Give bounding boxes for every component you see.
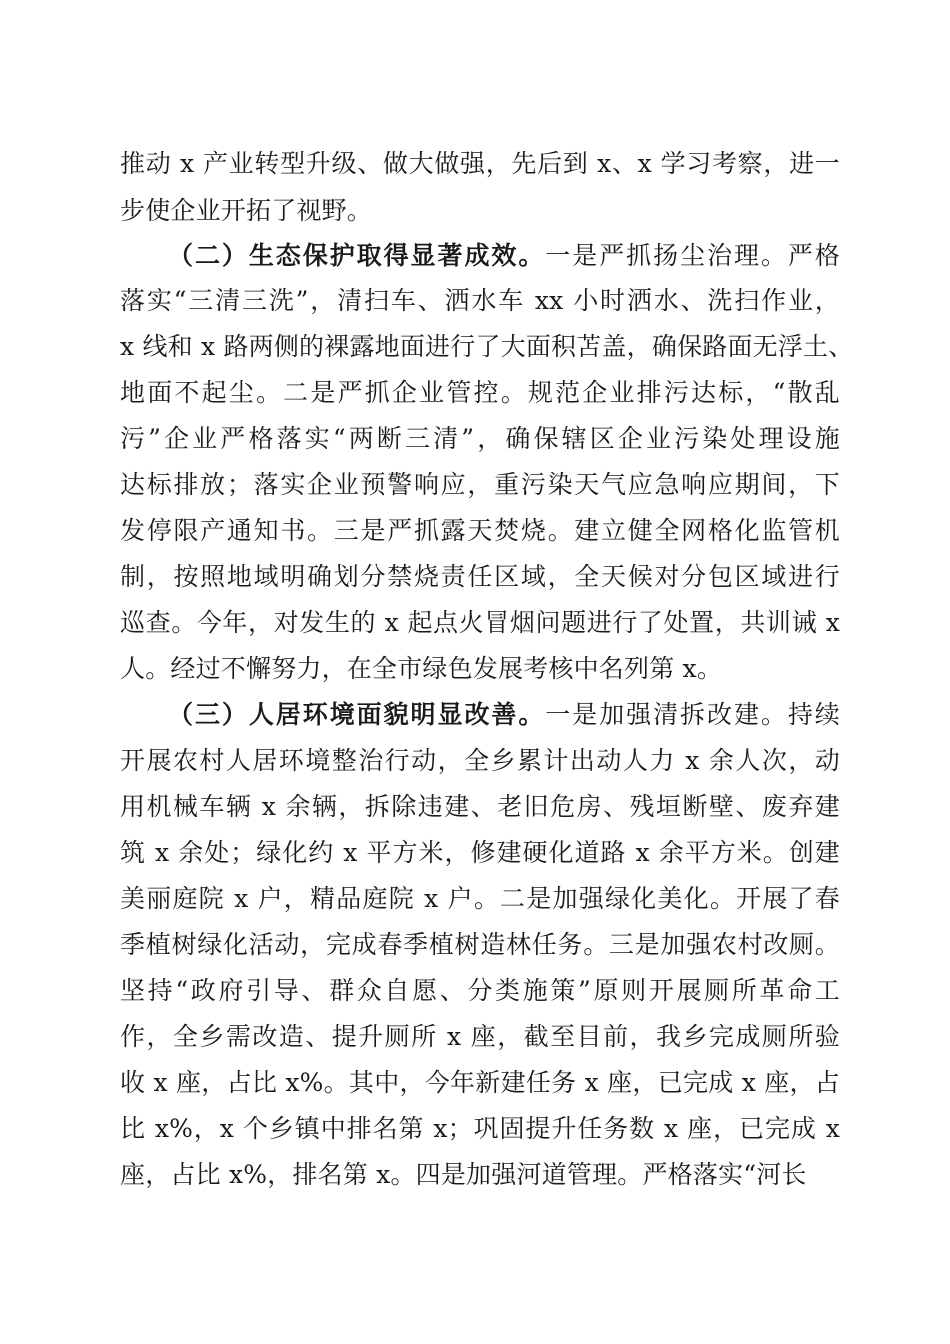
- paragraph-3-line-5: 美丽庭院 x 户，精品庭院 x 户。二是加强绿化美化。开展了春: [120, 884, 840, 913]
- paragraph-3-line-7: 坚持“政府引导、群众自愿、分类施策”原则开展厕所革命工: [120, 976, 840, 1005]
- paragraph-2-line-4: 地面不起尘。二是严抓企业管控。规范企业排污达标，“散乱: [120, 378, 840, 407]
- paragraph-2-line-6: 达标排放；落实企业预警响应，重污染天气应急响应期间，下: [120, 470, 840, 499]
- paragraph-2-line-10: 人。经过不懈努力，在全市绿色发展考核中名列第 x。: [120, 654, 723, 683]
- paragraph-3-line-9: 收 x 座，占比 x%。其中，今年新建任务 x 座，已完成 x 座，占: [120, 1068, 840, 1097]
- paragraph-3-line-2: 开展农村人居环境整治行动，全乡累计出动人力 x 余人次，动: [120, 746, 840, 775]
- paragraph-2-heading: （二）生态保护取得显著成效。: [168, 241, 546, 270]
- paragraph-3-line-1: [168, 689, 840, 741]
- paragraph-2-line-5: 污”企业严格落实“两断三清”，确保辖区企业污染处理设施: [120, 424, 840, 453]
- paragraph-2-line-1-text: 一是严抓扬尘治理。严格: [545, 241, 840, 270]
- paragraph-3-line-8: 作，全乡需改造、提升厕所 x 座，截至目前，我乡完成厕所验: [120, 1022, 840, 1051]
- paragraph-1-line-1: 推动 x 产业转型升级、做大做强，先后到 x、x 学习考察，进一: [120, 149, 840, 178]
- paragraph-3-line-1-text: 一是加强清拆改建。持续: [545, 700, 840, 729]
- paragraph-3-line-6: 季植树绿化活动，完成春季植树造林任务。三是加强农村改厕。: [120, 930, 840, 959]
- paragraph-1-line-2: 步使企业开拓了视野。: [120, 196, 373, 225]
- paragraph-3-line-11: 座，占比 x%，排名第 x。四是加强河道管理。严格落实“河长: [120, 1160, 807, 1189]
- paragraph-3-line-10: 比 x%，x 个乡镇中排名第 x；巩固提升任务数 x 座，已完成 x: [120, 1114, 840, 1143]
- paragraph-2-line-8: 制，按照地域明确划分禁烧责任区域，全天候对分包区域进行: [120, 562, 840, 591]
- paragraph-2-line-9: 巡查。今年，对发生的 x 起点火冒烟问题进行了处置，共训诫 x: [120, 608, 840, 637]
- paragraph-2-line-2: 落实“三清三洗”，清扫车、洒水车 xx 小时洒水、洗扫作业，: [120, 286, 840, 315]
- paragraph-3-heading: （三）人居环境面貌明显改善。: [168, 700, 546, 729]
- paragraph-2-line-7: 发停限产通知书。三是严抓露天焚烧。建立健全网格化监管机: [120, 516, 840, 545]
- paragraph-2-line-3: x 线和 x 路两侧的裸露地面进行了大面积苫盖，确保路面无浮土、: [120, 332, 854, 361]
- paragraph-3-line-3: 用机械车辆 x 余辆，拆除违建、老旧危房、残垣断壁、废弃建: [120, 792, 840, 821]
- paragraph-3-line-4: 筑 x 余处；绿化约 x 平方米，修建硬化道路 x 余平方米。创建: [120, 838, 840, 867]
